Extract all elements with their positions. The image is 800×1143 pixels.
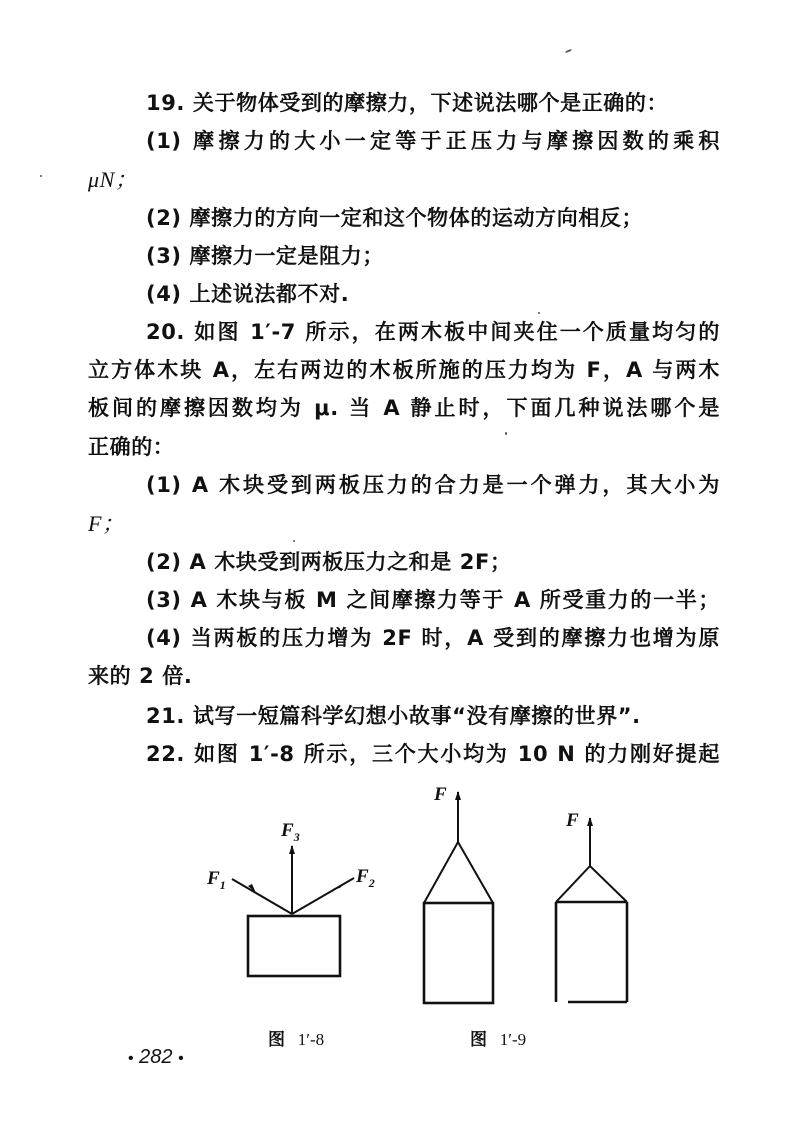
force-f1-line xyxy=(232,879,292,914)
q20-option-1: (1) A 木块受到两板压力的合力是一个弹力，其大小为 xyxy=(146,473,720,497)
scan-speck xyxy=(293,540,295,542)
q21-text: 21. 试写一短篇科学幻想小故事“没有摩擦的世界”. xyxy=(146,704,641,728)
label-f-right: F xyxy=(566,810,579,831)
q19-option-3: (3) 摩擦力一定是阻力； xyxy=(146,244,384,268)
block-rectangle xyxy=(248,916,340,976)
q22-text: 22. 如图 1′-8 所示，三个大小均为 10 N 的力刚好提起 xyxy=(146,742,720,766)
label-f-left: F xyxy=(434,784,447,805)
label-f2: $F_2$ xyxy=(356,866,375,890)
figure-1-9-left-diagram xyxy=(424,792,493,1003)
q20-option-4: (4) 当两板的压力增为 2F 时，A 受到的摩擦力也增为原 xyxy=(146,626,720,650)
q19-stem: 19. 关于物体受到的摩擦力，下述说法哪个是正确的： xyxy=(146,91,669,115)
force-f2-line xyxy=(292,878,354,914)
figure-1-9-right-diagram xyxy=(556,818,627,1002)
scan-speck xyxy=(505,432,507,435)
figure-1-8-caption: 图 1′-8 xyxy=(268,1030,325,1049)
rope-triangle-left xyxy=(424,842,493,903)
mu-n-formula: μN； xyxy=(88,167,138,192)
figure-1-9-caption: 图 1′-9 xyxy=(470,1030,527,1049)
rope-triangle-right xyxy=(556,866,627,902)
figure-1-8-diagram xyxy=(232,846,354,976)
page-number: • 282 • xyxy=(128,1046,184,1068)
force-f2-arrowhead-icon xyxy=(333,884,343,889)
label-f1: $F_1$ xyxy=(207,868,226,892)
q20-stem-line-2: 立方体木块 A，左右两边的木板所施的压力均为 F，A 与两木 xyxy=(88,358,720,382)
label-f3: $F_3$ xyxy=(281,820,300,844)
q19-option-1: (1) 摩擦力的大小一定等于正压力与摩擦因数的乘积 xyxy=(146,129,720,153)
scan-speck xyxy=(40,175,42,177)
scan-speck xyxy=(538,312,540,314)
q20-stem-line-4: 正确的： xyxy=(88,435,175,459)
force-f-symbol: F； xyxy=(88,511,125,536)
q19-option-4: (4) 上述说法都不对. xyxy=(146,282,350,306)
q19-option-2: (2) 摩擦力的方向一定和这个物体的运动方向相反； xyxy=(146,206,644,230)
q20-option-4-cont: 来的 2 倍. xyxy=(88,664,193,688)
block-rectangle-left xyxy=(424,903,493,1003)
q20-stem-line-1: 20. 如图 1′-7 所示，在两木板中间夹住一个质量均匀的 xyxy=(146,320,720,344)
q20-stem-line-3: 板间的摩擦因数均为 μ. 当 A 静止时，下面几种说法哪个是 xyxy=(88,396,720,420)
q20-option-2: (2) A 木块受到两板压力之和是 2F； xyxy=(146,550,512,574)
q20-option-3: (3) A 木块与板 M 之间摩擦力等于 A 所受重力的一半； xyxy=(146,588,720,612)
